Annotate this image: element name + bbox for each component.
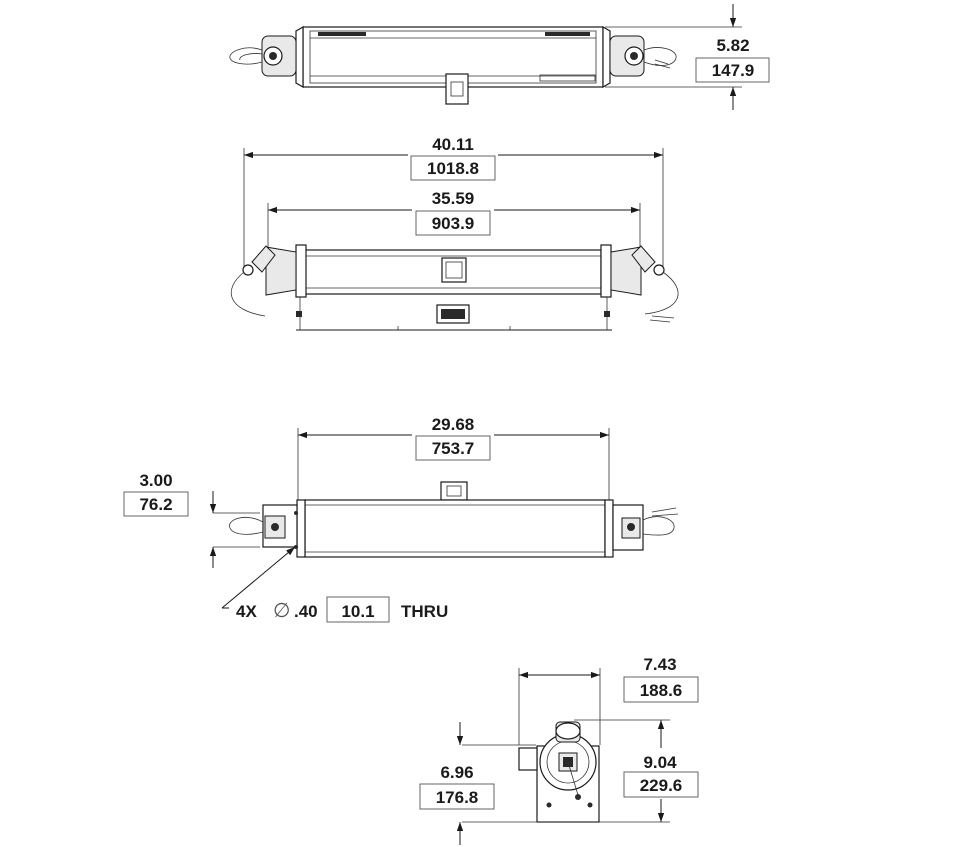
plan-mount-spacing-in: 3.00 (139, 471, 173, 490)
end-overall-height-mm: 229.6 (639, 776, 683, 795)
front-mount-in: 35.59 (431, 189, 475, 208)
front-overall-mm: 1018.8 (427, 159, 479, 178)
end-base-height-in: 6.96 (440, 763, 474, 782)
end-view (420, 655, 698, 845)
hole-callout (236, 597, 448, 622)
end-width-mm: 188.6 (639, 681, 683, 700)
top-height-mm: 147.9 (711, 61, 755, 80)
plan-view-fitting (441, 482, 467, 500)
plan-view-tube (305, 500, 605, 557)
top-view-fitting (446, 74, 468, 104)
hole-diameter-mm: 10.1 (341, 602, 375, 621)
hole-qty: 4X (236, 602, 257, 621)
end-overall-height-in: 9.04 (643, 753, 677, 772)
plan-mount-spacing-mm: 76.2 (139, 495, 173, 514)
diameter-symbol-icon: ∅ (273, 600, 291, 622)
hole-diameter-in: .40 (294, 602, 318, 621)
plan-body-length-in: 29.68 (431, 415, 475, 434)
front-view (231, 135, 678, 330)
front-overall-in: 40.11 (432, 135, 474, 154)
end-width-in: 7.43 (643, 655, 677, 674)
plan-view (124, 415, 678, 622)
plan-body-length-mm: 753.7 (431, 439, 475, 458)
top-height-in: 5.82 (716, 36, 750, 55)
end-base-height-mm: 176.8 (435, 788, 479, 807)
front-mount-mm: 903.9 (431, 214, 475, 233)
top-view (230, 4, 769, 110)
hole-thru: THRU (401, 602, 449, 621)
